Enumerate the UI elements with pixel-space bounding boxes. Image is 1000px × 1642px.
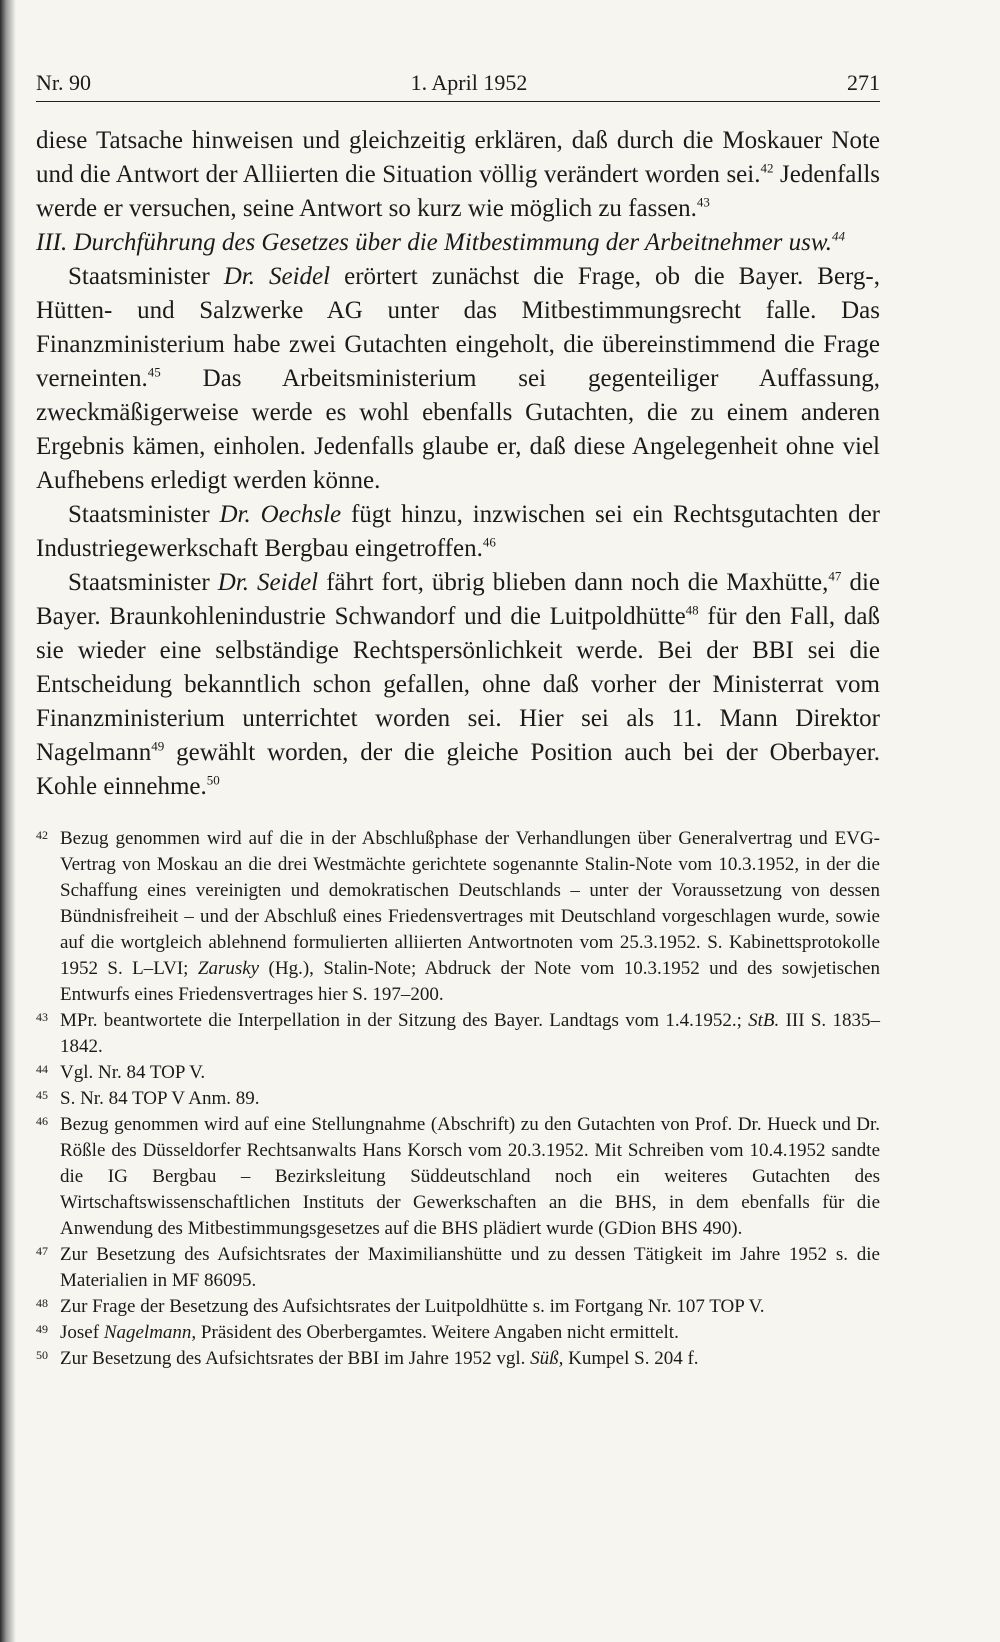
footnote-text <box>60 1112 880 1242</box>
page-date: 1. April 1952 <box>410 70 528 95</box>
footnote-text <box>60 1008 880 1060</box>
text-span: Vgl. Nr. 84 TOP V. <box>60 1062 206 1083</box>
footnote-number: 43 <box>36 1010 48 1024</box>
text-span: Kumpel S. 204 f. <box>563 1348 699 1369</box>
text-span: III S. 1835–1842. <box>60 1010 880 1057</box>
text-span: S. Nr. 84 TOP V Anm. 89. <box>60 1088 260 1109</box>
body-text <box>36 124 880 804</box>
paragraph-2 <box>36 260 880 498</box>
footnote-number: 46 <box>36 1114 48 1128</box>
text-span: Staatsminister <box>68 569 218 596</box>
text-span: erörtert zunächst die Frage, ob die Bayer. Berg-, Hütten- und Salzwerke AG unter das Mitbestimmungsrecht falle. Das Finanzministerium habe zwei Gutachten eingeholt, die übereinstimmend die Frage verneinten. <box>36 263 880 392</box>
text-span: MPr. beantwortete die Interpellation in der Sitzung des Bayer. Landtags vom 1.4.1952.; <box>60 1010 749 1031</box>
footnote-text <box>60 826 880 1008</box>
text-span: fügt hinzu, inzwischen sei ein Rechtsgutachten der Industriegewerkschaft Bergbau eingetroffen. <box>36 501 881 562</box>
footnote-text <box>60 1346 880 1372</box>
text-span: für den Fall, daß sie wieder eine selbständige Rechtspersönlichkeit werde. Bei der BBI sei die Entscheidung bekanntlich schon gefallen, ohne daß vorher der Ministerrat vom Finanzministerium unterrichtet worden sei. Hier sei als 11. Mann Direktor Nagelmann <box>36 603 880 766</box>
person-name: Dr. Seidel <box>223 263 331 290</box>
italic-text: StB. <box>748 1010 780 1031</box>
footnote-item <box>36 1112 880 1242</box>
text-span: fährt fort, übrig blieben dann noch die Maxhütte, <box>318 569 829 596</box>
text-span: Zur Besetzung des Aufsichtsrates der Maximilianshütte und zu dessen Tätigkeit im Jahre 1952 s. die Materialien in MF 86095. <box>60 1244 880 1291</box>
text-span: Jedenfalls werde er versuchen, seine Antwort so kurz wie möglich zu fassen. <box>36 161 881 222</box>
footnote-ref: 42 <box>760 160 774 176</box>
footnote-ref: 43 <box>696 194 710 210</box>
text-span: Bezug genommen wird auf die in der Abschlußphase der Verhandlungen über Generalvertrag und EVG-Vertrag von Moskau an die drei Westmächte gerichtete sogenannte Stalin-Note vom 10.3.1952, in der die Schaffung eines vereinigten und demokratischen Deutschlands – unter der Voraussetzung von dessen Bündnisfreiheit – und der Abschluß eines Friedensvertrages mit Deutschland vorgeschlagen wurde, sowie auf die wortgleich ablehnend formulierten alliierten Antwortnoten vom 25.3.1952. S. Kabinettsprotokolle 1952 S. L–LVI; <box>60 828 880 979</box>
page-content <box>36 124 880 1372</box>
footnote-number: 49 <box>36 1322 48 1336</box>
person-name: Dr. Oechsle <box>219 501 342 528</box>
paragraph-4 <box>36 566 880 804</box>
section-heading <box>36 226 880 260</box>
footnote-item <box>36 1346 880 1372</box>
footnote-number: 45 <box>36 1088 48 1102</box>
footnote-text <box>60 1294 880 1320</box>
footnote-ref: 45 <box>147 364 161 380</box>
footnote-item <box>36 1060 880 1086</box>
text-span: Josef <box>60 1322 104 1343</box>
italic-text: Süß, <box>530 1348 564 1369</box>
footnote-text <box>60 1086 880 1112</box>
footnote-item <box>36 1294 880 1320</box>
header-rule <box>36 101 880 102</box>
footnote-ref: 47 <box>828 568 842 584</box>
text-span: gewählt worden, der die gleiche Position auch bei der Oberbayer. Kohle einnehme. <box>36 739 880 800</box>
footnote-text <box>60 1242 880 1294</box>
paragraph-1 <box>36 124 880 226</box>
footnote-item <box>36 1320 880 1346</box>
footnote-ref: 49 <box>151 738 165 754</box>
text-span: (Hg.), Stalin-Note; Abdruck der Note vom 10.3.1952 und des sowjetischen Entwurfs eines Friedensvertrages hier S. 197–200. <box>60 958 880 1005</box>
footnote-text <box>60 1060 880 1086</box>
text-span: die Bayer. Braunkohlenindustrie Schwandorf und die Luitpoldhütte <box>36 569 880 630</box>
footnote-ref: 48 <box>685 602 699 618</box>
scan-edge-shadow <box>0 0 16 1642</box>
text-span: diese Tatsache hinweisen und gleichzeitig erklären, daß durch die Moskauer Note und die Antwort der Alliierten die Situation völlig verändert worden sei. <box>36 127 880 188</box>
footnote-number: 44 <box>36 1062 48 1076</box>
text-span: Staatsminister <box>68 263 224 290</box>
footnote-ref: 50 <box>206 772 220 788</box>
footnote-ref: 44 <box>831 228 845 244</box>
footnotes <box>36 826 880 1372</box>
text-span: Zur Frage der Besetzung des Aufsichtsrates der Luitpoldhütte s. im Fortgang Nr. 107 TOP V. <box>60 1296 765 1317</box>
issue-number: Nr. 90 <box>36 70 91 95</box>
footnote-item <box>36 1242 880 1294</box>
person-name: Dr. Seidel <box>217 569 319 596</box>
text-span: Präsident des Oberbergamtes. Weitere Angaben nicht ermittelt. <box>196 1322 679 1343</box>
footnote-item <box>36 826 880 1008</box>
footnote-number: 42 <box>36 828 48 842</box>
text-span: Staatsminister <box>68 501 220 528</box>
running-head <box>36 70 880 96</box>
text-span: Das Arbeitsministerium sei gegenteiliger Auffassung, zweckmäßigerweise werde es wohl ebenfalls Gutachten, die zu einem anderen Ergebnis kämen, einholen. Jedenfalls glaube er, daß diese Angelegenheit ohne viel Aufhebens erledigt werden könne. <box>36 365 880 494</box>
footnote-ref: 46 <box>482 534 496 550</box>
footnote-item <box>36 1086 880 1112</box>
paragraph-3 <box>36 498 880 566</box>
italic-text: Nagelmann, <box>103 1322 197 1343</box>
footnote-number: 50 <box>36 1348 48 1362</box>
text-span: Bezug genommen wird auf eine Stellungnahme (Abschrift) zu den Gutachten von Prof. Dr. Hueck und Dr. Rößle des Düsseldorfer Rechtsanwalts Hans Korsch vom 20.3.1952. Mit Schreiben vom 10.4.1952 sandte die IG Bergbau – Bezirksleitung Süddeutschland noch ein weiteres Gutachten des Wirtschaftswissenschaftlichen Instituts der Gewerkschaften an die BHS, in dem ebenfalls für die Anwendung des Mitbestimmungsgesetzes auf die BHS plädiert wurde (GDion BHS 490). <box>60 1114 880 1239</box>
footnote-number: 47 <box>36 1244 48 1258</box>
page-number: 271 <box>846 70 880 95</box>
footnote-item <box>36 1008 880 1060</box>
section-title-text: III. Durchführung des Gesetzes über die Mitbestimmung der Arbeitnehmer usw. <box>36 229 832 256</box>
footnote-number: 48 <box>36 1296 48 1310</box>
text-span: Zur Besetzung des Aufsichtsrates der BBI im Jahre 1952 vgl. <box>60 1348 531 1369</box>
italic-text: Zarusky <box>197 958 260 979</box>
footnote-text <box>60 1320 880 1346</box>
